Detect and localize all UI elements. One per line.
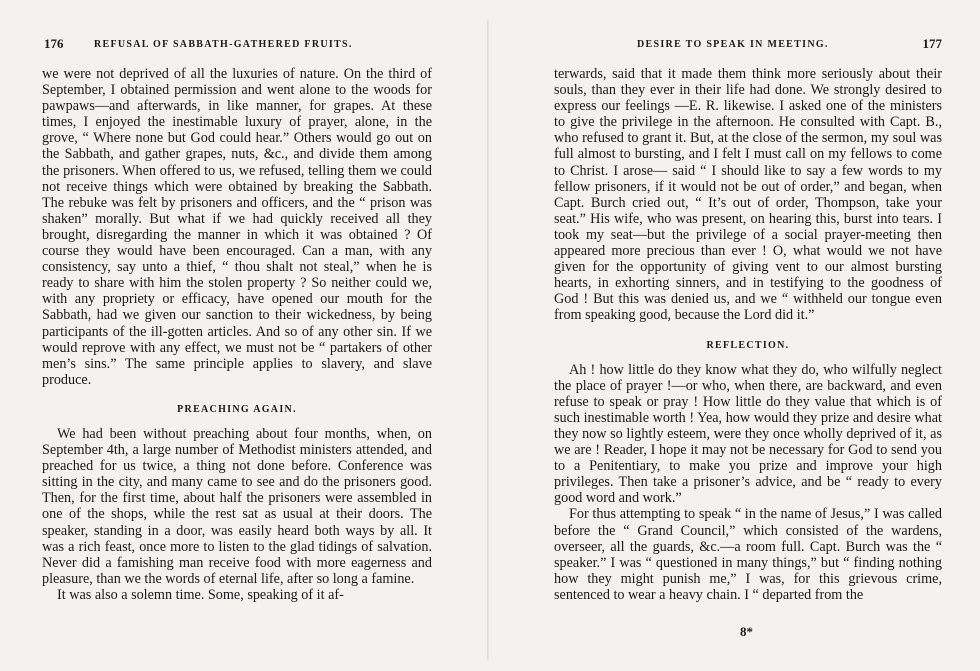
left-page — [42, 36, 432, 603]
paragraph: we were not deprived of all the luxuries of nature. On the third of September, I obtained permission and went alone to the woods for pawpaws—and afterwards, in like manner, for grapes. At these times, I enjoyed the inestimable luxury of prayer, alone, in the grove, “ Where none but God could hear.” Others would go out on the Sabbath, and gather grapes, nuts, &c., and divide them among the prisoners. When offered to us, we refused, telling them we could not receive things which were obtained by breaking the Sabbath. The rebuke was felt by prisoners and officers, and the “ prison was shaken” morally. But what if we had quickly received all they brought, disregarding the manner in which it was obtained ? Of course they would have been encouraged. Can a man, with any consistency, say unto a thief, “ thou shalt not steal,” when he is ready to share with him the stolen property ? So neither could we, with any propriety or efficacy, have opened our mouth for the Sabbath, had we given our sanction to their wickedness, by being participants of the ill-gotten articles. And so of any other sin. If we would reprove with any effect, we must not be “ partakers of other men’s sins.” The same principle applies to slavery, and slave produce. — [42, 66, 432, 388]
left-running-head: REFUSAL OF SABBATH-GATHERED FRUITS. — [94, 39, 353, 50]
left-page-text — [42, 66, 432, 603]
paragraph: We had been without preaching about four months, when, on September 4th, a large number of Methodist ministers attended, and preached for us twice, a thing not done before. Conference was sitting in the city, and many came to see and do the prisoners good. Then, for the first time, about half the prisoners were assembled in one of the shops, while the rest sat as usual at their doors. The speaker, standing in a door, was easily heard both ways by all. It was a rich feast, once more to listen to the glad tidings of salvation. Never did a famishing man receive food with more eagerness and pleasure, than we the words of eternal life, after so long a famine. — [42, 425, 432, 587]
paragraph: For thus attempting to speak “ in the name of Jesus,” I was called before the “ Grand Council,” which consisted of the wardens, overseer, all the guards, &c.—a room full. Capt. Burch was the “ speaker.” I was “ questioned in many things,” but “ finding nothing how they might punish me,” I was, for this grievous crime, sentenced to wear a heavy chain. I “ departed from the — [554, 506, 942, 603]
book-gutter — [487, 20, 489, 660]
signature-mark: 8* — [740, 624, 753, 639]
section-heading: REFLECTION. — [706, 339, 790, 351]
left-page-header — [42, 36, 432, 60]
paragraph: terwards, said that it made them think more seriously about their souls, than they ever in their life had done. We strongly desired to express our feelings —E. R. likewise. I asked one of the ministers to give the privilege in the afternoon. He consulted with Capt. B., who refused to grant it. But, at the close of the sermon, my soul was full almost to bursting, and I felt I must call on my fellows to come to Christ. I arose— said “ I should like to say a few words to my fellow prisoners, if it would not be out of order,” and began, when Capt. Burch cried out, “ It’s out of order, Thompson, take your seat.” His wife, who was present, on hearing this, burst into tears. I took my seat—but the privilege of a social prayer-meeting then appeared more precious than ever ! O, what would we not have given for the opportunity of giving vent to our almost bursting hearts, in exhorting sinners, and in testifying to the goodness of God ! But this was denied us, and we “ withheld our tongue even from speaking good, because the Lord did it.” — [554, 66, 942, 324]
paragraph: It was also a solemn time. Some, speaking of it af- — [57, 586, 344, 603]
right-page-header — [554, 36, 942, 60]
right-page-text — [554, 66, 942, 603]
paragraph: Ah ! how little do they know what they do, who wilfully neglect the place of prayer !—or who, when there, are backward, and even refuse to speak or pray ! How little do they value that which is of such inestimable worth ! Yea, how would they prize and desire what they now so lightly esteem, were they once wholly deprived of it, as we are ! Reader, I hope it may not be necessary for God to send you to a Penitentiary, to make you prize and improve your high privileges. Then take a prisoner’s advice, and be “ ready to every good word and work.” — [554, 361, 942, 507]
right-page-number: 177 — [922, 36, 942, 51]
left-page-number: 176 — [44, 36, 64, 51]
section-heading: PREACHING AGAIN. — [177, 403, 297, 415]
right-page — [554, 36, 942, 603]
right-running-head: DESIRE TO SPEAK IN MEETING. — [637, 39, 829, 50]
